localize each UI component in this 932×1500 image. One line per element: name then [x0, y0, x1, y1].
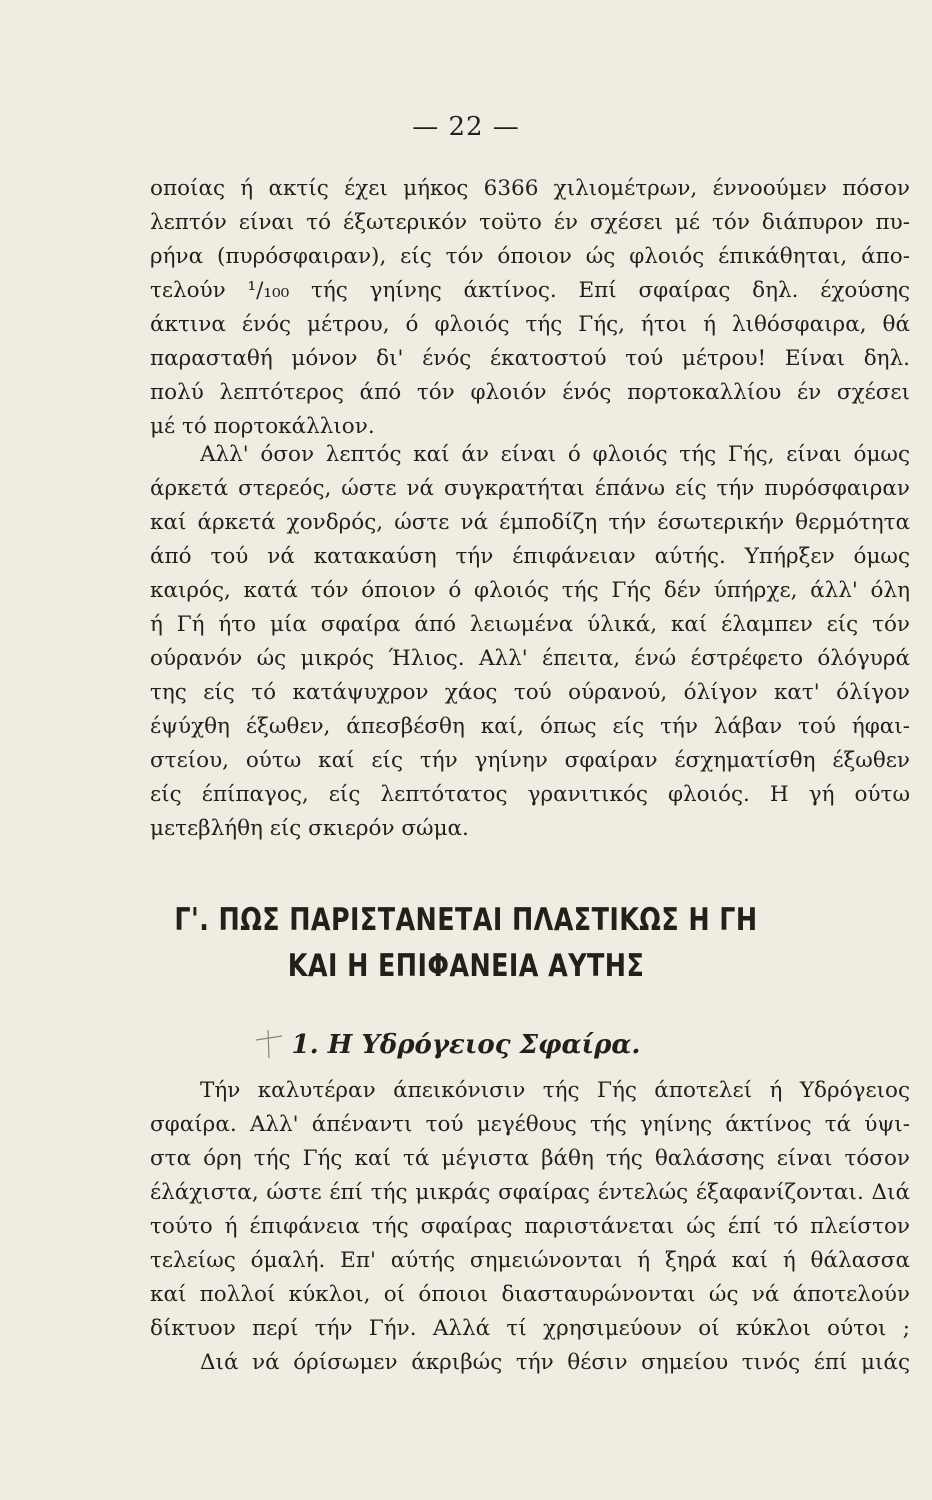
text-line: λεπτόν είναι τό έξωτερικόν τοϋτο έν σχέσει μέ τόν διάπυρον πυ- — [150, 210, 910, 235]
paragraph-1 — [150, 172, 910, 444]
section-heading-line-1: Γ'. ΠΩΣ ΠΑΡΙΣΤΑΝΕΤΑΙ ΠΛΑΣΤΙΚΩΣ Η ΓΗ — [174, 902, 758, 938]
subsection-title: 1. Η Υδρόγειος Σφαίρα. — [291, 1030, 641, 1060]
text-line: τελούν ¹/₁₀₀ τής γηίνης άκτίνος. Επί σφαίρας δηλ. έχούσης — [150, 278, 910, 303]
text-line: καί άρκετά χονδρός, ώστε νά έμποδίζη τήν έσωτερικήν θερμότητα — [150, 510, 910, 535]
paragraph-2 — [150, 438, 910, 846]
text-line: άρκετά στερεός, ώστε νά συγκρατήται έπάνω είς τήν πυρόσφαιραν — [150, 476, 910, 501]
text-line: σφαίρα. Αλλ' άπέναντι τού μεγέθους τής γηίνης άκτίνος τά ύψι- — [150, 1112, 910, 1137]
text-line: στα όρη τής Γής καί τά μέγιστα βάθη τής θαλάσσης είναι τόσον — [150, 1146, 910, 1171]
text-line: Διά νά όρίσωμεν άκριβώς τήν θέσιν σημείου τινός έπί μιάς — [200, 1350, 910, 1375]
text-line: άκτινα ένός μέτρου, ό φλοιός τής Γής, ήτοι ή λιθόσφαιρα, θά — [150, 312, 910, 337]
text-line: πολύ λεπτότερος άπό τόν φλοιόν ένός πορτοκαλλίου έν σχέσει — [150, 380, 910, 405]
text-line: μέ τό πορτοκάλλιον. — [150, 414, 375, 439]
text-line: παρασταθή μόνον δι' ένός έκατοστού τού μέτρου! Είναι δηλ. — [150, 346, 910, 371]
text-line: καιρός, κατά τόν όποιον ό φλοιός τής Γής δέν ύπήρχε, άλλ' όλη — [150, 578, 910, 603]
text-line: ή Γή ήτο μία σφαίρα άπό λειωμένα ύλικά, καί έλαμπεν είς τόν — [150, 612, 910, 637]
text-line: δίκτυον περί τήν Γήν. Αλλά τί χρησιμεύουν οί κύκλοι ούτοι ; — [150, 1316, 910, 1341]
text-line: ούρανόν ώς μικρός Ήλιος. Αλλ' έπειτα, ένώ έστρέφετο όλόγυρά — [150, 646, 910, 671]
text-line: καί πολλοί κύκλοι, οί όποιοι διασταυρώνονται ώς νά άποτελούν — [150, 1282, 910, 1307]
text-line: ρήνα (πυρόσφαιραν), είς τόν όποιον ώς φλοιός έπικάθηται, άπο- — [150, 244, 910, 269]
text-line: είς έπίπαγος, είς λεπτότατος γρανιτικός φλοιός. Η γή ούτω — [150, 782, 910, 807]
text-line: έλάχιστα, ώστε έπί τής μικράς σφαίρας έντελώς έξαφανίζονται. Διά — [150, 1180, 910, 1205]
page-number: — 22 — — [412, 112, 520, 142]
text-line: Τήν καλυτέραν άπεικόνισιν τής Γής άποτελεί ή Υδρόγειος — [200, 1078, 910, 1103]
text-line: μετεβλήθη είς σκιερόν σώμα. — [150, 816, 469, 841]
paragraph-3 — [150, 1074, 910, 1380]
section-heading-line-2: ΚΑΙ Η ΕΠΙΦΑΝΕΙΑ ΑΥΤΗΣ — [287, 948, 645, 984]
text-line: Αλλ' όσον λεπτός καί άν είναι ό φλοιός τής Γής, είναι όμως — [200, 442, 910, 467]
text-line: στείου, ούτω καί είς τήν γηίνην σφαίραν έσχηματίσθη έξωθεν — [150, 748, 910, 773]
text-line: τελείως όμαλή. Επ' αύτής σημειώνονται ή ξηρά καί ή θάλασσα — [150, 1248, 910, 1273]
text-line: τούτο ή έπιφάνεια τής σφαίρας παριστάνεται ώς έπί τό πλείστον — [150, 1214, 910, 1239]
text-line: άπό τού νά κατακαύση τήν έπιφάνειαν αύτής. Υπήρξεν όμως — [150, 544, 910, 569]
text-line: της είς τό κατάψυχρον χάος τού ούρανού, όλίγον κατ' όλίγον — [150, 680, 910, 705]
text-line: έψύχθη έξωθεν, άπεσβέσθη καί, όπως είς τήν λάβαν τού ήφαι- — [150, 714, 910, 739]
text-line: οποίας ή ακτίς έχει μήκος 6366 χιλιομέτρων, έννοούμεν πόσον — [150, 176, 910, 201]
